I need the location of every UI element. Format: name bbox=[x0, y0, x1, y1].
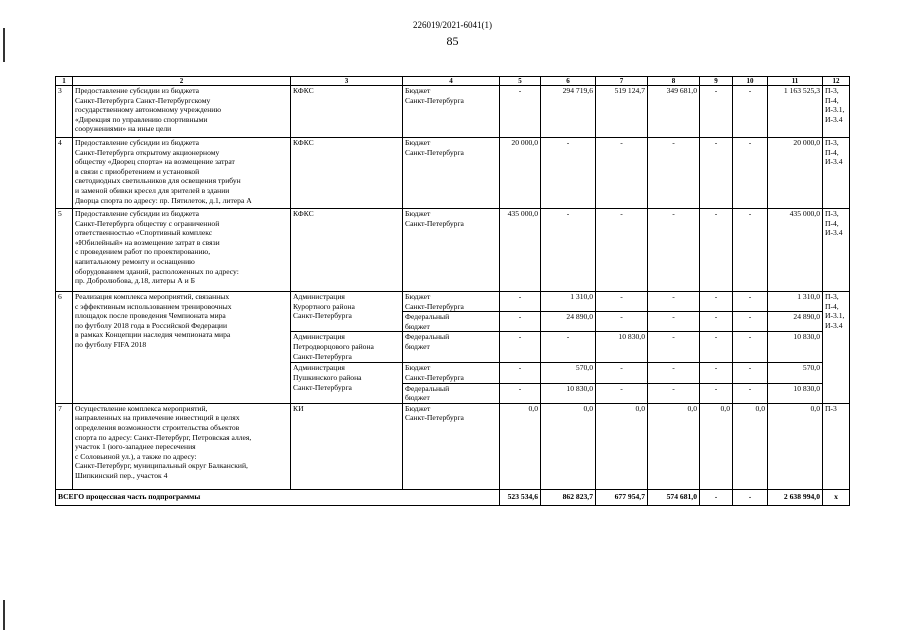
column-header: 4 bbox=[403, 77, 500, 86]
total-value: - bbox=[733, 489, 768, 505]
total-cell: 10 830,0 bbox=[768, 383, 823, 403]
total-indicator: х bbox=[823, 489, 850, 505]
subprogram-table bbox=[55, 76, 850, 506]
value-cell: - bbox=[648, 363, 700, 383]
value-cell: - bbox=[700, 292, 733, 312]
value-cell: - bbox=[733, 292, 768, 312]
column-header: 6 bbox=[541, 77, 596, 86]
funding-source: Бюджет Санкт-Петербурга bbox=[403, 209, 500, 292]
total-row bbox=[56, 489, 850, 505]
value-cell: 20 000,0 bbox=[500, 138, 541, 209]
value-cell: - bbox=[500, 312, 541, 332]
column-header: 12 bbox=[823, 77, 850, 86]
total-cell: 24 890,0 bbox=[768, 312, 823, 332]
value-cell: - bbox=[500, 86, 541, 138]
funding-source: Бюджет Санкт-Петербурга bbox=[403, 403, 500, 489]
value-cell: 24 890,0 bbox=[541, 312, 596, 332]
value-cell: - bbox=[700, 209, 733, 292]
total-cell: 1 310,0 bbox=[768, 292, 823, 312]
total-cell: 0,0 bbox=[768, 403, 823, 489]
value-cell: 0,0 bbox=[733, 403, 768, 489]
value-cell: - bbox=[648, 138, 700, 209]
value-cell: - bbox=[500, 332, 541, 363]
column-header: 8 bbox=[648, 77, 700, 86]
column-header: 10 bbox=[733, 77, 768, 86]
total-cell: 435 000,0 bbox=[768, 209, 823, 292]
value-cell: 0,0 bbox=[596, 403, 648, 489]
value-cell: - bbox=[500, 383, 541, 403]
value-cell: 10 830,0 bbox=[541, 383, 596, 403]
indicator-codes: П-3 bbox=[823, 403, 850, 489]
column-header: 1 bbox=[56, 77, 73, 86]
measure-description: Реализация комплекса мероприятий, связанных с эффективным использованием тренировочных площадок после проведения Чемпионата мира по футболу 2018 года в Российской Федерации в рамках Концепции наследия чемпионата мира по футболу FIFA 2018 bbox=[73, 292, 291, 404]
document-id: 226019/2021-6041(1) bbox=[413, 20, 492, 30]
column-header: 11 bbox=[768, 77, 823, 86]
measure-description: Предоставление субсидии из бюджета Санкт-Петербурга открытому акционерному обществу «Дворец спорта» на возмещение затрат в связи с приобретением и установкой светодиодных светильников для освещения трибун и заменой обивки кресел для зрителей в здании Дворца спорта по адресу: пр. Пятилеток, д.1, литера А bbox=[73, 138, 291, 209]
executor: Администрация Курортного района Санкт-Петербурга bbox=[291, 292, 403, 332]
value-cell: - bbox=[500, 292, 541, 312]
value-cell: - bbox=[541, 138, 596, 209]
value-cell: 0,0 bbox=[700, 403, 733, 489]
value-cell: - bbox=[733, 312, 768, 332]
value-cell: - bbox=[541, 209, 596, 292]
total-cell: 570,0 bbox=[768, 363, 823, 383]
page-number: 85 bbox=[446, 34, 459, 48]
grand-total: 2 638 994,0 bbox=[768, 489, 823, 505]
total-cell: 10 830,0 bbox=[768, 332, 823, 363]
measure-description: Осуществление комплекса мероприятий, направленных на привлечение инвестиций в целях определения возможности строительства объектов спорта по адресу: Санкт-Петербург, Петровская аллея, участок 1 (юго-западнее пересечения с Соловьиной ул.), а также по адресу: Санкт-Петербург, муниципальный округ Балканский, Шипкинский пер., участок 4 bbox=[73, 403, 291, 489]
executor: КФКС bbox=[291, 209, 403, 292]
total-value: - bbox=[700, 489, 733, 505]
value-cell: - bbox=[700, 332, 733, 363]
indicator-codes: П-3, П-4, И-3.4 bbox=[823, 209, 850, 292]
table-row bbox=[56, 138, 850, 209]
value-cell: 10 830,0 bbox=[596, 332, 648, 363]
column-header: 7 bbox=[596, 77, 648, 86]
indicator-codes: П-3, П-4, И-3.1, И-3.4 bbox=[823, 292, 850, 404]
executor: Администрация Петродворцового района Санкт-Петербурга bbox=[291, 332, 403, 363]
executor: КИ bbox=[291, 403, 403, 489]
column-header: 5 bbox=[500, 77, 541, 86]
value-cell: - bbox=[733, 332, 768, 363]
indicator-codes: П-3, П-4, И-3.1, И-3.4 bbox=[823, 86, 850, 138]
table-row bbox=[56, 292, 850, 312]
row-number: 7 bbox=[56, 403, 73, 489]
row-number: 6 bbox=[56, 292, 73, 404]
executor: Администрация Пушкинского района Санкт-Петербурга bbox=[291, 363, 403, 403]
total-cell: 1 163 525,3 bbox=[768, 86, 823, 138]
executor: КФКС bbox=[291, 138, 403, 209]
scan-edge-mark bbox=[3, 600, 5, 630]
funding-source: Федеральный бюджет bbox=[403, 312, 500, 332]
value-cell: - bbox=[648, 209, 700, 292]
value-cell: 519 124,7 bbox=[596, 86, 648, 138]
indicator-codes: П-3, П-4, И-3.4 bbox=[823, 138, 850, 209]
total-cell: 20 000,0 bbox=[768, 138, 823, 209]
total-value: 574 681,0 bbox=[648, 489, 700, 505]
row-number: 3 bbox=[56, 86, 73, 138]
value-cell: - bbox=[500, 363, 541, 383]
value-cell: - bbox=[700, 86, 733, 138]
total-label: ВСЕГО процессная часть подпрограммы bbox=[56, 489, 500, 505]
value-cell: - bbox=[700, 312, 733, 332]
value-cell: - bbox=[733, 383, 768, 403]
value-cell: - bbox=[648, 292, 700, 312]
value-cell: - bbox=[648, 383, 700, 403]
measure-description: Предоставление субсидии из бюджета Санкт-Петербурга Санкт-Петербургскому государственному автономному учреждению «Дирекция по управлению спортивными сооружениями» на иные цели bbox=[73, 86, 291, 138]
value-cell: - bbox=[700, 138, 733, 209]
value-cell: - bbox=[700, 363, 733, 383]
value-cell: - bbox=[733, 138, 768, 209]
funding-source: Федеральный бюджет bbox=[403, 332, 500, 363]
value-cell: - bbox=[648, 332, 700, 363]
value-cell: - bbox=[596, 312, 648, 332]
executor: КФКС bbox=[291, 86, 403, 138]
total-value: 677 954,7 bbox=[596, 489, 648, 505]
value-cell: 0,0 bbox=[500, 403, 541, 489]
table-row bbox=[56, 209, 850, 292]
value-cell: 294 719,6 bbox=[541, 86, 596, 138]
table-row bbox=[56, 403, 850, 489]
column-header: 3 bbox=[291, 77, 403, 86]
value-cell: - bbox=[733, 363, 768, 383]
funding-source: Бюджет Санкт-Петербурга bbox=[403, 86, 500, 138]
value-cell: - bbox=[541, 332, 596, 363]
total-value: 523 534,6 bbox=[500, 489, 541, 505]
total-value: 862 823,7 bbox=[541, 489, 596, 505]
column-number-row bbox=[56, 77, 850, 86]
column-header: 9 bbox=[700, 77, 733, 86]
funding-source: Федеральный бюджет bbox=[403, 383, 500, 403]
value-cell: - bbox=[596, 383, 648, 403]
value-cell: 1 310,0 bbox=[541, 292, 596, 312]
funding-source: Бюджет Санкт-Петербурга bbox=[403, 363, 500, 383]
value-cell: - bbox=[648, 312, 700, 332]
column-header: 2 bbox=[73, 77, 291, 86]
value-cell: 570,0 bbox=[541, 363, 596, 383]
row-number: 5 bbox=[56, 209, 73, 292]
table-row bbox=[56, 86, 850, 138]
value-cell: 349 681,0 bbox=[648, 86, 700, 138]
value-cell: 0,0 bbox=[541, 403, 596, 489]
value-cell: - bbox=[596, 138, 648, 209]
value-cell: 435 000,0 bbox=[500, 209, 541, 292]
measure-description: Предоставление субсидии из бюджета Санкт-Петербурга обществу с ограниченной ответственностью «Спортивный комплекс «Юбилейный» на возмещение затрат в связи с проведением работ по проектированию, капитальному ремонту и оснащению оборудованием зданий, расположенных по адресу: пр. Добролюбова, д.18, литеры А и Б bbox=[73, 209, 291, 292]
value-cell: - bbox=[733, 86, 768, 138]
value-cell: - bbox=[733, 209, 768, 292]
funding-source: Бюджет Санкт-Петербурга bbox=[403, 138, 500, 209]
value-cell: - bbox=[700, 383, 733, 403]
value-cell: - bbox=[596, 292, 648, 312]
value-cell: - bbox=[596, 363, 648, 383]
value-cell: 0,0 bbox=[648, 403, 700, 489]
funding-source: Бюджет Санкт-Петербурга bbox=[403, 292, 500, 312]
value-cell: - bbox=[596, 209, 648, 292]
row-number: 4 bbox=[56, 138, 73, 209]
